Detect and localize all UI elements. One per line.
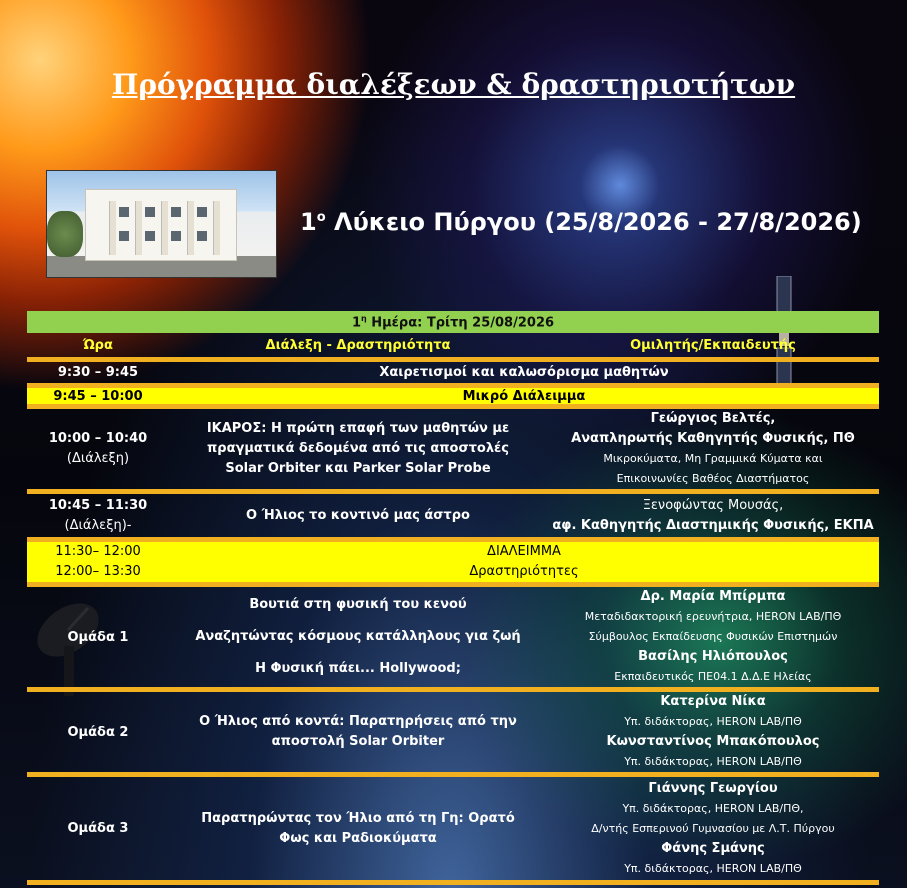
row-time: 11:30– 12:00 — [55, 544, 141, 559]
speaker-detail: Υπ. διδάκτορας, HERON LAB/ΠΘ, — [622, 801, 804, 815]
speaker-detail: Υπ. διδάκτορας, HERON LAB/ΠΘ — [624, 755, 802, 768]
row-activity: ΔΙΑΛΕΙΜΜΑ — [487, 544, 561, 559]
group-activity-cell — [169, 585, 547, 690]
column-header-speaker: Ομιλητής/Εκπαιδευτής — [547, 333, 879, 360]
activity-line: ΙΚΑΡΟΣ: Η πρώτη επαφή των μαθητών με — [206, 421, 510, 436]
day-header: $1^\eta$ Ημέρα: Τρίτη 25/08/2026 — [27, 311, 879, 333]
speaker-detail: Εκπαιδευτικός ΠΕ04.1 Δ.Δ.Ε Ηλείας — [614, 670, 812, 683]
column-shape — [135, 201, 142, 255]
spacer — [169, 615, 547, 627]
row-time-note: (Διάλεξη)- — [64, 517, 132, 533]
row-activity: Δραστηριότητες — [469, 564, 579, 579]
row-speaker-cell — [547, 407, 879, 492]
row-time-cell — [27, 407, 169, 492]
activity-line: Ο Ήλιος από κοντά: Παρατηρήσεις από την — [199, 714, 517, 729]
group-label: Ομάδα 2 — [27, 690, 169, 775]
window-shape — [145, 207, 155, 217]
activity-line: Αναζητώντας κόσμους κατάλληλους για ζωή — [195, 629, 521, 644]
group-label: Ομάδα 3 — [27, 775, 169, 883]
schedule-row — [27, 540, 879, 585]
group-speaker-cell — [547, 585, 879, 690]
row-time: 10:00 – 10:40 — [48, 431, 148, 446]
row-time: 9:45 – 10:00 — [27, 386, 169, 407]
speaker-name: Κατερίνα Νίκα — [660, 694, 766, 709]
tree-shape — [47, 211, 83, 257]
activity-line: Solar Orbiter και Parker Solar Probe — [225, 461, 491, 476]
speaker-detail: Μεταδιδακτορική ερευνήτρια, HERON LAB/ΠΘ — [584, 610, 842, 623]
activity-line: πραγματικά δεδομένα από τις αποστολές — [206, 441, 509, 456]
speaker-name: Δρ. Μαρία Μπίρμπα — [640, 589, 786, 604]
window-shape — [171, 207, 181, 217]
speaker-role: αφ. Καθηγητής Διαστημικής Φυσικής, ΕΚΠΑ — [552, 517, 874, 533]
day-header-row — [27, 311, 879, 333]
speaker-detail: Υπ. διδάκτορας, HERON LAB/ΠΘ — [624, 861, 802, 875]
schedule-table — [27, 311, 879, 885]
schedule-row — [27, 360, 879, 386]
activity-line: αποστολή Solar Orbiter — [271, 734, 445, 749]
column-shape — [213, 201, 220, 255]
group-row — [27, 775, 879, 883]
speaker-role: Αναπληρωτής Καθηγητής Φυσικής, ΠΘ — [571, 431, 855, 446]
speaker-name: Βασίλης Ηλιόπουλος — [638, 649, 788, 664]
schedule-row — [27, 386, 879, 407]
column-shape — [109, 201, 116, 255]
row-time: 9:30 – 9:45 — [27, 360, 169, 386]
speaker-detail: Σύμβουλος Εκπαίδευσης Φυσικών Επιστημών — [588, 630, 838, 643]
page-title: Πρόγραμμα διαλέξεων & δραστηριοτήτων — [111, 68, 796, 101]
row-activity: Χαιρετισμοί και καλωσόρισμα μαθητών — [169, 360, 879, 386]
school-and-dates: $1^o$ Λύκειο Πύργου (25/8/2026 - 27/8/2026) — [300, 208, 862, 236]
column-header-time: Ώρα — [27, 333, 169, 360]
window-shape — [171, 231, 181, 241]
row-activity: Ο Ήλιος το κοντινό μας άστρο — [169, 492, 547, 540]
group-speaker-cell — [547, 775, 879, 883]
row-time-cell — [27, 492, 169, 540]
row-speaker-cell — [547, 492, 879, 540]
window-shape — [197, 231, 207, 241]
window-shape — [119, 231, 129, 241]
speaker-name: Φάνης Σμάνης — [661, 840, 765, 856]
speaker-name: Γεώργιος Βελτές, — [650, 411, 776, 426]
speaker-name: Κωνσταντίνος Μπακόπουλος — [606, 734, 820, 749]
schedule-row — [27, 407, 879, 492]
speaker-name: Ξενοφώντας Μουσάς, — [642, 497, 784, 513]
activity-line: Παρατηρώντας τον Ήλιο από τη Γη: Ορατό — [201, 810, 515, 826]
activity-line: Βουτιά στη φυσική του κενού — [249, 597, 467, 612]
spacer — [169, 647, 547, 659]
window-shape — [197, 207, 207, 217]
window-shape — [119, 207, 129, 217]
row-time-note: (Διάλεξη) — [66, 451, 130, 466]
row-activity-cell — [169, 407, 547, 492]
group-activity-cell — [169, 690, 547, 775]
row-time: 12:00– 13:30 — [55, 564, 141, 579]
row-activity-cell — [169, 540, 879, 585]
group-activity-cell — [169, 775, 547, 883]
speaker-name: Γιάννης Γεωργίου — [648, 780, 778, 796]
speaker-detail: Δ/ντής Εσπερινού Γυμνασίου με Λ.Τ. Πύργου — [591, 821, 835, 835]
schedule-row — [27, 492, 879, 540]
speaker-detail: Μικροκύματα, Μη Γραμμικά Κύματα και — [603, 452, 823, 465]
group-label: Ομάδα 1 — [27, 585, 169, 690]
column-header-row — [27, 333, 879, 360]
group-row — [27, 585, 879, 690]
activity-line: Φως και Ραδιοκύματα — [279, 830, 437, 846]
window-shape — [145, 231, 155, 241]
column-header-talk: Διάλεξη - Δραστηριότητα — [169, 333, 547, 360]
column-shape — [187, 201, 194, 255]
group-speaker-cell — [547, 690, 879, 775]
school-building-photo — [46, 170, 277, 278]
row-time-cell — [27, 540, 169, 585]
column-shape — [161, 201, 168, 255]
activity-line: Η Φυσική πάει... Hollywood; — [255, 661, 461, 676]
row-time: 10:45 – 11:30 — [48, 497, 148, 513]
speaker-detail: Επικοινωνίες Βαθέος Διαστήματος — [616, 472, 810, 485]
speaker-detail: Υπ. διδάκτορας, HERON LAB/ΠΘ — [624, 715, 802, 728]
group-row — [27, 690, 879, 775]
row-activity: Μικρό Διάλειμμα — [169, 386, 879, 407]
